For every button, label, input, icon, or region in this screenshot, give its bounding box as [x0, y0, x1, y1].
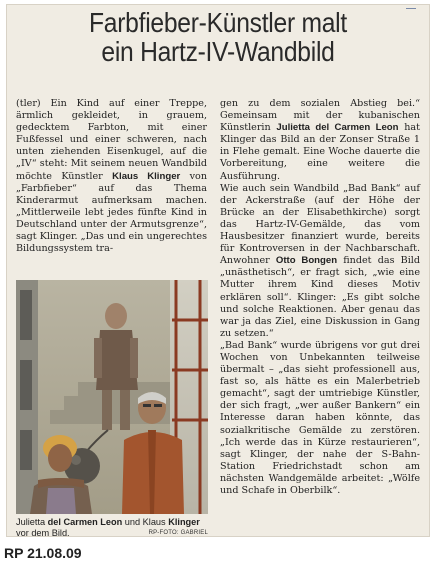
text-run: (tler) Ein Kind auf einer Treppe, ärmlich gekleidet, in grauem, gedecktem Farbton, mit einer Fußfessel und einer schweren, nach unten ziehenden Eisenkugel, auf die „IV“ steht: Mit seinem neuen Wandbild möchte Künstler: [16, 98, 207, 182]
article-photo: [16, 280, 208, 514]
text-run: hat Klinger das Bild an der Zonser Straße 1 in Flehe gemalt. Eine Woche dauerte die Vorbereitung, eine weitere die Ausführung.: [220, 122, 420, 182]
caption-name: del Carmen Leon: [47, 517, 123, 527]
caption-text: und Klaus: [122, 517, 169, 527]
person-name: Julietta del Carmen Leon: [276, 122, 399, 134]
caption-text: vor dem Bild.: [16, 528, 70, 538]
paragraph: [16, 98, 207, 255]
person-name: Otto Bongen: [275, 255, 338, 267]
headline-line-1: Farbfieber-Künstler malt: [89, 7, 347, 38]
mural-photo-icon: [16, 280, 208, 514]
text-run: findet das Bild „unästhetisch“, er fragt sich, „wie eine Mutter ihrem Kind dieses Motiv erklären soll“. Klinger: „Es gibt solche und solche Reaktionen. Aber genau das war ja das Ziel, eine Diskussion in Gang zu setzen.“: [220, 255, 420, 339]
paragraph: „Bad Bank“ wurde übrigens vor gut drei Wochen von Unbekannten teilweise übermalt – „das sieht professionell aus, fast so, als hätte es ein Malerbetrieb gemacht“, sagt der umtriebige Künstler, der sich fragt, „wer außer Bankern“ ein Interesse daran haben könnte, das sozialkritische Gemälde zu zerstören. „Ich werde das in Kürze restaurieren“, sagt Klinger, der nahe der S-Bahn-Station Friedrichstadt schon am nächsten Wandgemälde arbeitet: „Wölfe und Schafe in Oberbilk“.: [220, 339, 420, 496]
text-run: Wie auch sein Wandbild „Bad Bank“ auf der Ackerstraße (auf der Höhe der Brücke an der Elisabethkirche) sorgt das Hartz-IV-Gemälde, das vom Hausbesitzer finanziert wurde, bereits für Kontroversen in der Nachbarschaft. Anwohner: [220, 182, 420, 267]
person-name: Klaus Klinger: [112, 170, 181, 182]
text-run: von „Farbfieber“ auf das Thema Kinderarmut aufmerksam machen. „Mittlerweile lebt jedes fünfte Kind in Deutschland unter der Armutsgrenze“, sagt Klinger. „Das und ein ungerechtes Bildungssystem tra-: [16, 170, 207, 255]
headline-line-2: ein Hartz-IV-Wandbild: [101, 36, 335, 67]
scan-mark: [406, 2, 416, 9]
paragraph: [220, 98, 420, 183]
paragraph: [220, 183, 420, 340]
photo-caption: [16, 517, 208, 539]
headline: [31, 8, 404, 66]
caption-name: Klinger: [168, 517, 200, 527]
newspaper-clipping: [6, 4, 430, 537]
caption-text: Julietta: [16, 517, 48, 527]
article-column-1: [16, 98, 207, 255]
article-column-2: [220, 98, 420, 497]
text-run: gen zu dem sozialen Abstieg bei.“ Gemeinsam mit der kubanischen Künstlerin: [220, 98, 420, 134]
photo-credit: RP-FOTO: GABRIEL: [148, 530, 208, 536]
source-dateline: RP 21.08.09: [4, 545, 82, 561]
